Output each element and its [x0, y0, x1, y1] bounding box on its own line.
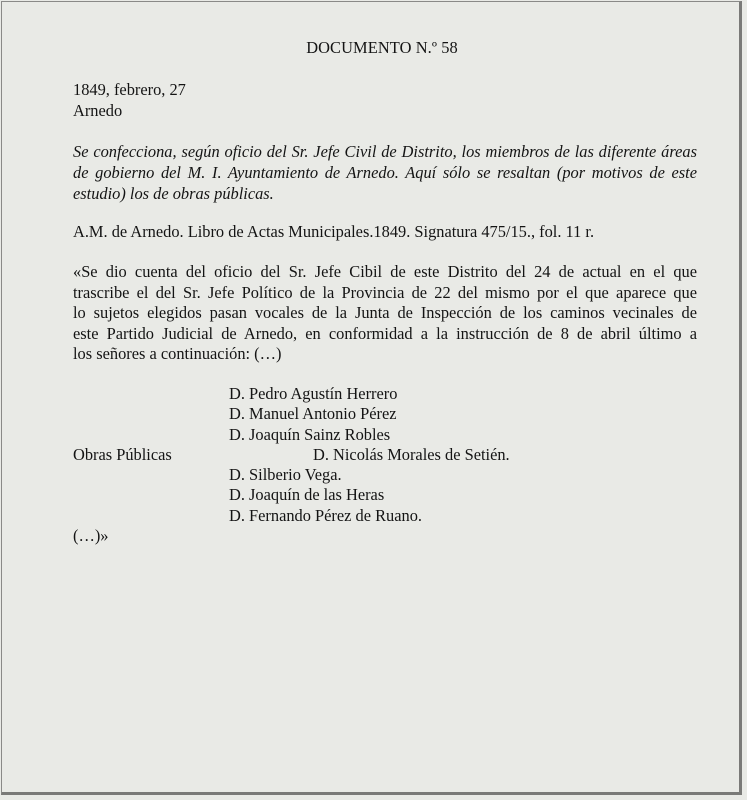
document-place: Arnedo [73, 101, 123, 120]
member-row [73, 384, 697, 404]
document-title: DOCUMENTO N.º 58 [306, 38, 458, 57]
member-name: D. Silberio Vega. [229, 465, 342, 485]
member-name: D. Nicolás Morales de Setién. [313, 444, 510, 464]
quoted-minutes [73, 262, 697, 365]
member-row [73, 445, 697, 465]
section-label: Obras Públicas [73, 444, 172, 464]
member-row [73, 506, 697, 526]
quote-line: trascribe el del Sr. Jefe Político de la Provincia de 22 del mismo por el que aparece que [73, 282, 697, 302]
member-name: D. Pedro Agustín Herrero [229, 384, 398, 403]
members-list [73, 384, 697, 526]
quote-closing: (…)» [73, 526, 109, 545]
document-summary: Se confecciona, según oficio del Sr. Jefe Civil de Distrito, los miembros de las diferente áreas de gobierno del M. I. Ayuntamiento de Arnedo. Aquí sólo se resaltan (por motivos de este estudio) los de obras públicas. [73, 142, 697, 203]
archival-source: A.M. de Arnedo. Libro de Actas Municipales.1849. Signatura 475/15., fol. 11 r. [73, 222, 595, 241]
member-row [73, 425, 697, 445]
member-row [73, 404, 697, 424]
member-row [73, 485, 697, 505]
quote-line: los señores a continuación: (…) [73, 344, 282, 363]
quote-line: «Se dio cuenta del oficio del Sr. Jefe Cibil de este Distrito del 24 de actual en el que [73, 262, 697, 281]
member-name: D. Joaquín de las Heras [229, 485, 385, 505]
document-date: 1849, febrero, 27 [73, 80, 186, 99]
member-name: D. Joaquín Sainz Robles [229, 424, 391, 444]
quote-line: este Partido Judicial de Arnedo, en conformidad a la instrucción de 8 de abril último a [73, 323, 697, 343]
member-name: D. Fernando Pérez de Ruano. [229, 505, 422, 525]
member-row [73, 465, 697, 485]
member-name: D. Manuel Antonio Pérez [229, 404, 397, 424]
quote-line: lo sujetos elegidos pasan vocales de la Junta de Inspección de los caminos vecinales de [73, 303, 697, 322]
